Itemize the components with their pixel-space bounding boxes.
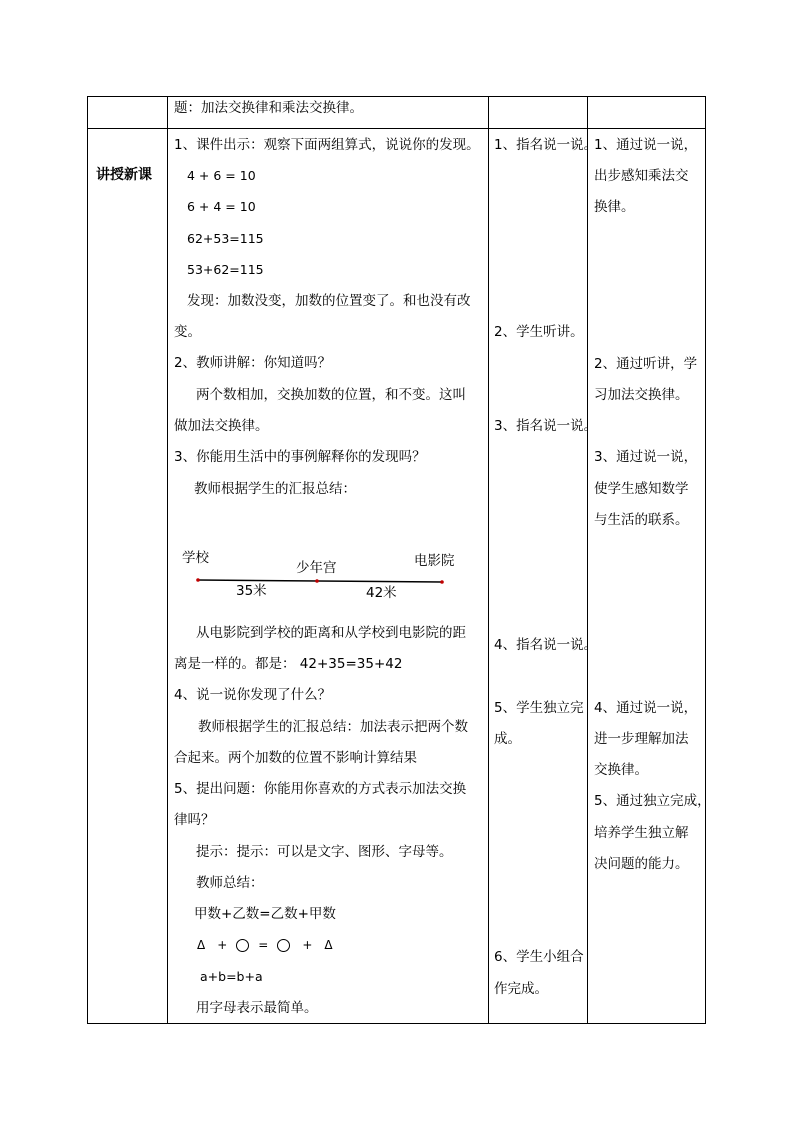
- student-line: 作完成。: [494, 981, 548, 997]
- intent-line: 培养学生独立解: [594, 825, 689, 841]
- process-line: 教师总结：: [196, 875, 264, 891]
- intent-line: 交换律。: [594, 762, 648, 778]
- process-line: 律吗？: [174, 812, 215, 828]
- distance-diagram: [170, 540, 470, 610]
- process-line: 变。: [174, 324, 201, 340]
- equation-line: a+b=b+a: [200, 969, 263, 984]
- process-line: 做加法交换律。: [174, 418, 269, 434]
- process-line: 离是一样的。都是： 42+35=35+42: [174, 656, 403, 672]
- intent-line: 决问题的能力。: [594, 856, 689, 872]
- distance-line: [198, 580, 442, 582]
- student-line: 1、指名说一说。: [494, 137, 598, 153]
- equation-line: 4 + 6 = 10: [187, 168, 256, 183]
- intent-line: 习加法交换律。: [594, 387, 689, 403]
- student-line: 4、指名说一说。: [494, 637, 598, 653]
- youth-palace-point: [315, 579, 319, 583]
- process-line: 教师根据学生的汇报总结：加法表示把两个数: [198, 719, 468, 735]
- student-line: 3、指名说一说。: [494, 418, 598, 434]
- shape-formula: [197, 936, 333, 954]
- process-line: 5、提出问题：你能用你喜欢的方式表示加法交换: [174, 781, 467, 797]
- equals-sign: =: [258, 938, 269, 952]
- school-label: 学校: [182, 550, 209, 566]
- process-line: 2、教师讲解：你知道吗？: [174, 355, 332, 371]
- intent-line: 4、通过说一说，: [594, 700, 698, 716]
- col-border-3: [488, 96, 489, 1024]
- process-line: 合起来。两个加数的位置不影响计算结果: [174, 750, 417, 766]
- process-line: 提示：提示：可以是文字、图形、字母等。: [196, 844, 453, 860]
- section-label: 讲授新课: [96, 167, 152, 183]
- school-point: [196, 578, 200, 582]
- distance-42-label: 42米: [366, 585, 397, 601]
- triangle-symbol: Δ: [324, 938, 333, 952]
- youth-palace-label: 少年宫: [296, 560, 337, 576]
- process-line: 甲数+乙数=乙数+甲数: [194, 906, 336, 922]
- process-line: 教师根据学生的汇报总结：: [194, 481, 356, 497]
- equation-line: 62+53=115: [187, 231, 264, 246]
- equation-line: 6 + 4 = 10: [187, 199, 256, 214]
- intent-line: 与生活的联系。: [594, 512, 689, 528]
- intent-line: 进一步理解加法: [594, 731, 689, 747]
- equation-line: 53+62=115: [187, 262, 264, 277]
- intent-line: 1、通过说一说，: [594, 137, 698, 153]
- intent-line: 5、通过独立完成，: [594, 793, 711, 809]
- cinema-label: 电影院: [414, 553, 455, 569]
- process-line: 发现：加数没变，加数的位置变了。和也没有改: [187, 293, 471, 309]
- topic-line: 题：加法交换律和乘法交换律。: [174, 100, 363, 116]
- cinema-point: [440, 580, 444, 584]
- col-border-right: [705, 96, 706, 1024]
- row-divider: [87, 128, 706, 129]
- plus-sign: +: [217, 938, 228, 952]
- student-line: 5、学生独立完: [494, 700, 584, 716]
- student-line: 2、学生听讲。: [494, 324, 584, 340]
- table-bottom-border: [87, 1023, 706, 1024]
- col-border-4: [587, 96, 588, 1024]
- process-line: 3、你能用生活中的事例解释你的发现吗？: [174, 449, 426, 465]
- student-line: 6、学生小组合: [494, 949, 584, 965]
- circle-symbol: [236, 939, 249, 952]
- intent-line: 换律。: [594, 199, 635, 215]
- triangle-symbol: Δ: [197, 938, 206, 952]
- intent-line: 2、通过听讲，学: [594, 356, 698, 372]
- process-line: 两个数相加，交换加数的位置，和不变。这叫: [196, 387, 466, 403]
- intent-line: 3、通过说一说，: [594, 449, 698, 465]
- col-border-left: [87, 96, 88, 1024]
- circle-symbol: [277, 939, 290, 952]
- process-line: 1、课件出示：观察下面两组算式，说说你的发现。: [174, 137, 480, 153]
- process-line: 用字母表示最简单。: [196, 1000, 318, 1016]
- intent-line: 使学生感知数学: [594, 481, 689, 497]
- process-line: 从电影院到学校的距离和从学校到电影院的距: [196, 625, 466, 641]
- col-border-2: [167, 96, 168, 1024]
- process-line: 4、说一说你发现了什么？: [174, 687, 332, 703]
- intent-line: 出步感知乘法交: [594, 168, 689, 184]
- student-line: 成。: [494, 731, 521, 747]
- plus-sign: +: [302, 938, 313, 952]
- table-top-border: [87, 96, 706, 97]
- distance-35-label: 35米: [236, 583, 267, 599]
